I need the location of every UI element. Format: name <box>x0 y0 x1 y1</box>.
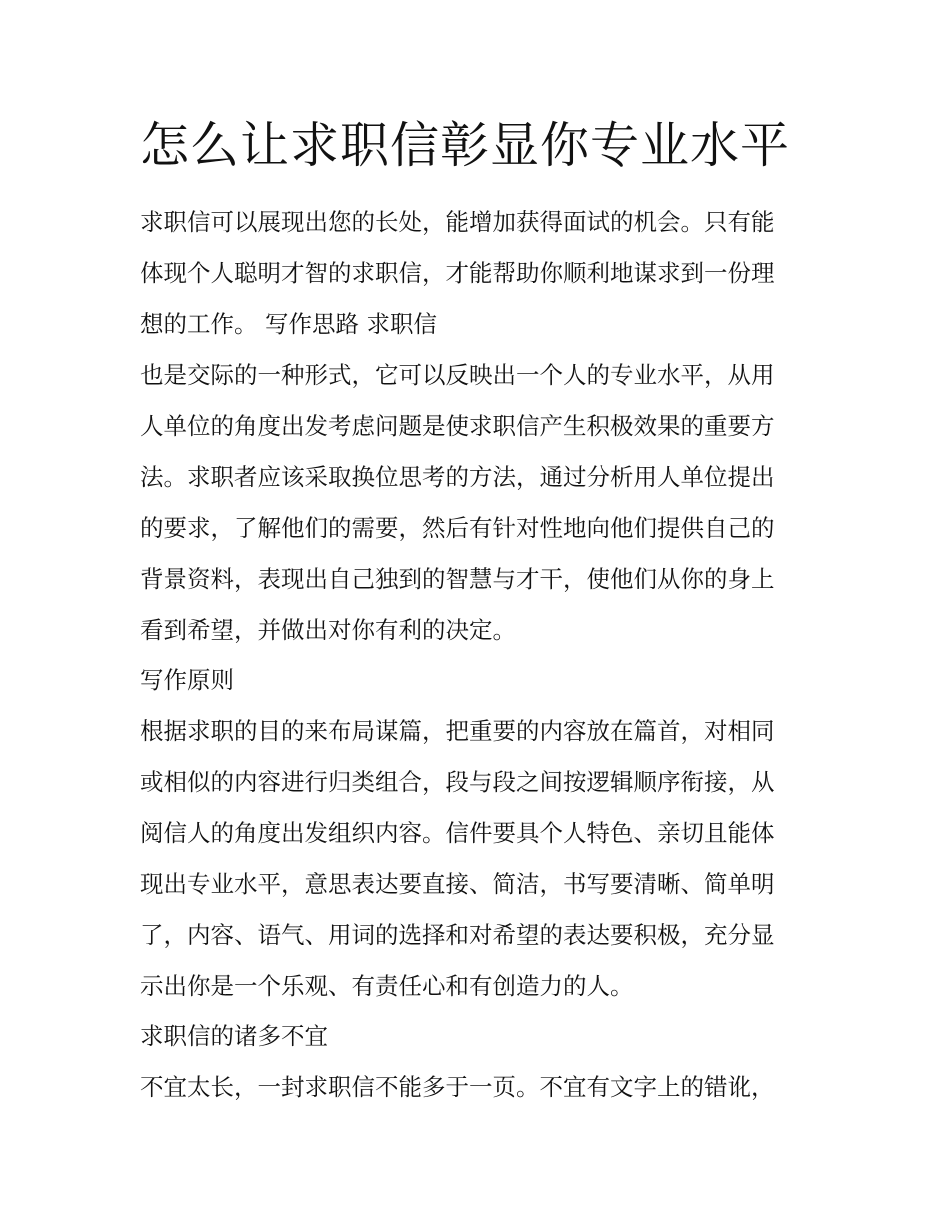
text-line: 的要求，了解他们的需要，然后有针对性地向他们提供自己的 <box>140 514 775 542</box>
text-line: 也是交际的一种形式，它可以反映出一个人的专业水平，从用 <box>140 361 775 389</box>
text-line: 或相似的内容进行归类组合，段与段之间按逻辑顺序衔接，从 <box>140 768 775 796</box>
text-line: 人单位的角度出发考虑问题是使求职信产生积极效果的重要方 <box>140 412 775 440</box>
text-line: 示出你是一个乐观、有责任心和有创造力的人。 <box>140 972 634 1000</box>
text-line: 背景资料，表现出自己独到的智慧与才干，使他们从你的身上 <box>140 565 775 593</box>
text-line: 法。求职者应该采取换位思考的方法，通过分析用人单位提出 <box>140 463 775 491</box>
document-title: 怎么让求职信彰显你专业水平 <box>140 117 791 174</box>
section-heading: 写作原则 <box>140 666 234 694</box>
text-line: 阅信人的角度出发组织内容。信件要具个人特色、亲切且能体 <box>140 819 775 847</box>
section-heading: 求职信的诸多不宜 <box>140 1022 328 1050</box>
text-line: 不宜太长，一封求职信不能多于一页。不宜有文字上的错讹， <box>140 1073 775 1101</box>
text-line: 体现个人聪明才智的求职信，才能帮助你顺利地谋求到一份理 <box>140 259 775 287</box>
text-line: 根据求职的目的来布局谋篇，把重要的内容放在篇首，对相同 <box>140 717 775 745</box>
text-line: 看到希望，并做出对你有利的决定。 <box>140 616 516 644</box>
text-line: 现出专业水平，意思表达要直接、简洁，书写要清晰、简单明 <box>140 870 775 898</box>
text-line: 了，内容、语气、用词的选择和对希望的表达要积极，充分显 <box>140 921 775 949</box>
text-line: 想的工作。 写作思路 求职信 <box>140 310 437 338</box>
text-line: 求职信可以展现出您的长处，能增加获得面试的机会。只有能 <box>140 208 775 236</box>
